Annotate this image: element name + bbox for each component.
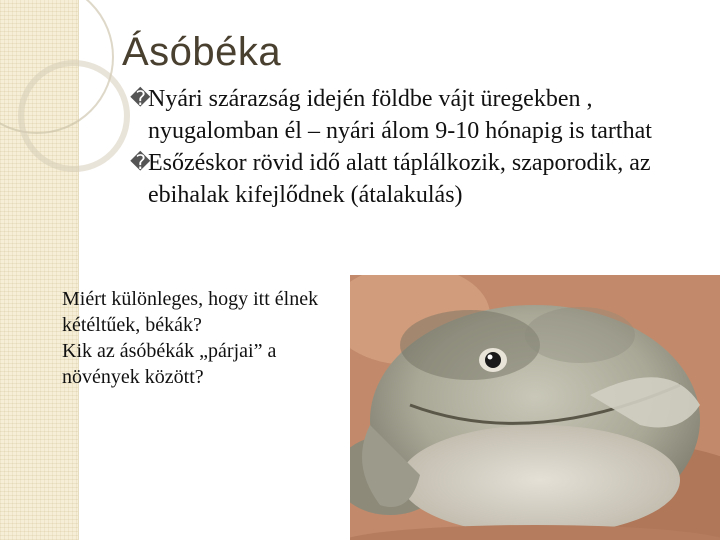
- bullet-item: [130, 147, 705, 211]
- frog-photo: [350, 275, 720, 540]
- bullet-item: [130, 83, 705, 147]
- decorative-circle: [18, 60, 130, 172]
- question-paragraph: Miért különleges, hogy itt élnek kétéltűek, békák? Kik az ásóbékák „párjai” a növények között?: [62, 288, 319, 388]
- bullet-marker-icon: �: [130, 88, 151, 110]
- slide-title: Ásóbéka: [122, 30, 282, 74]
- bullet-marker-icon: �: [130, 152, 151, 174]
- bullet-list: [130, 83, 705, 211]
- frog-illustration: [350, 275, 720, 540]
- bullet-text: Nyári szárazság idején földbe vájt üregekben , nyugalomban él – nyári álom 9-10 hónapig is tarthat: [148, 86, 652, 144]
- question-text: [62, 286, 347, 390]
- bullet-text: Esőzéskor rövid idő alatt táplálkozik, szaporodik, az ebihalak kifejlődnek (átalakulás): [148, 150, 651, 208]
